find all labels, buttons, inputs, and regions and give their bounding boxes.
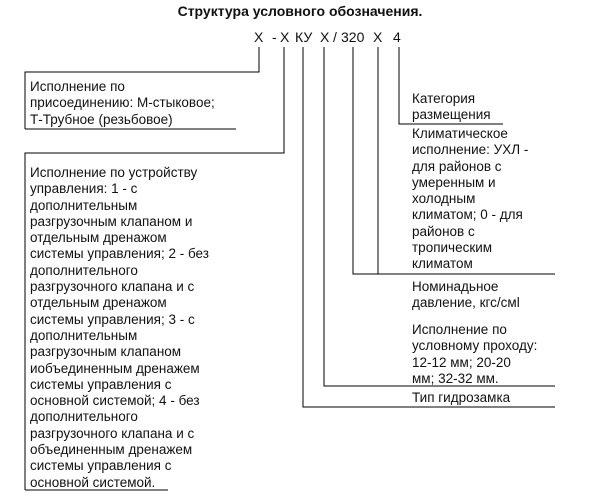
- code-control-device: Х: [280, 29, 290, 45]
- code-slash: /: [333, 29, 337, 45]
- code-pressure: 320: [341, 29, 365, 45]
- code-placement: 4: [393, 29, 401, 45]
- code-connection: Х: [254, 29, 264, 45]
- bore-description: Исполнение по условному проходу: 12-12 мм; 20-20 мм; 32-32 мм.: [412, 322, 538, 386]
- pressure-description: Номинадьное давление, кгс/смl: [412, 279, 520, 311]
- placement-description: Категория размещения: [412, 91, 491, 123]
- code-climate: Х: [373, 29, 383, 45]
- climate-description: Климатическое исполнение: УХЛ - для районов с умеренным и холодным климатом; 0 - для районов с тропическим климатом: [412, 126, 529, 272]
- control-device-description: Исполнение по устройству управления: 1 - с дополнительным разгрузочным клапаном и отдельным дренажом системы управления; 2 - без дополнительного разгрузочного клапана и с отдельным дренажом системы управления; 3 - с дополнительным разгрузочным клапаном иобъединенным дренажем системы управления с основной системой; 4 - без дополнительного разгрузочного клапана и с объединенным дренажем системы управления с основной системой.: [30, 165, 209, 490]
- code-ku: КУ: [295, 29, 313, 45]
- code-dash: -: [272, 29, 277, 45]
- seal-description: Тип гидрозамка: [412, 390, 511, 405]
- code-bore: Х: [320, 29, 330, 45]
- connection-description: Исполнение по присоединению: М-стыковое; Т-Трубное (резьбовое): [30, 79, 215, 127]
- diagram-title: Структура условного обозначения.: [177, 3, 423, 19]
